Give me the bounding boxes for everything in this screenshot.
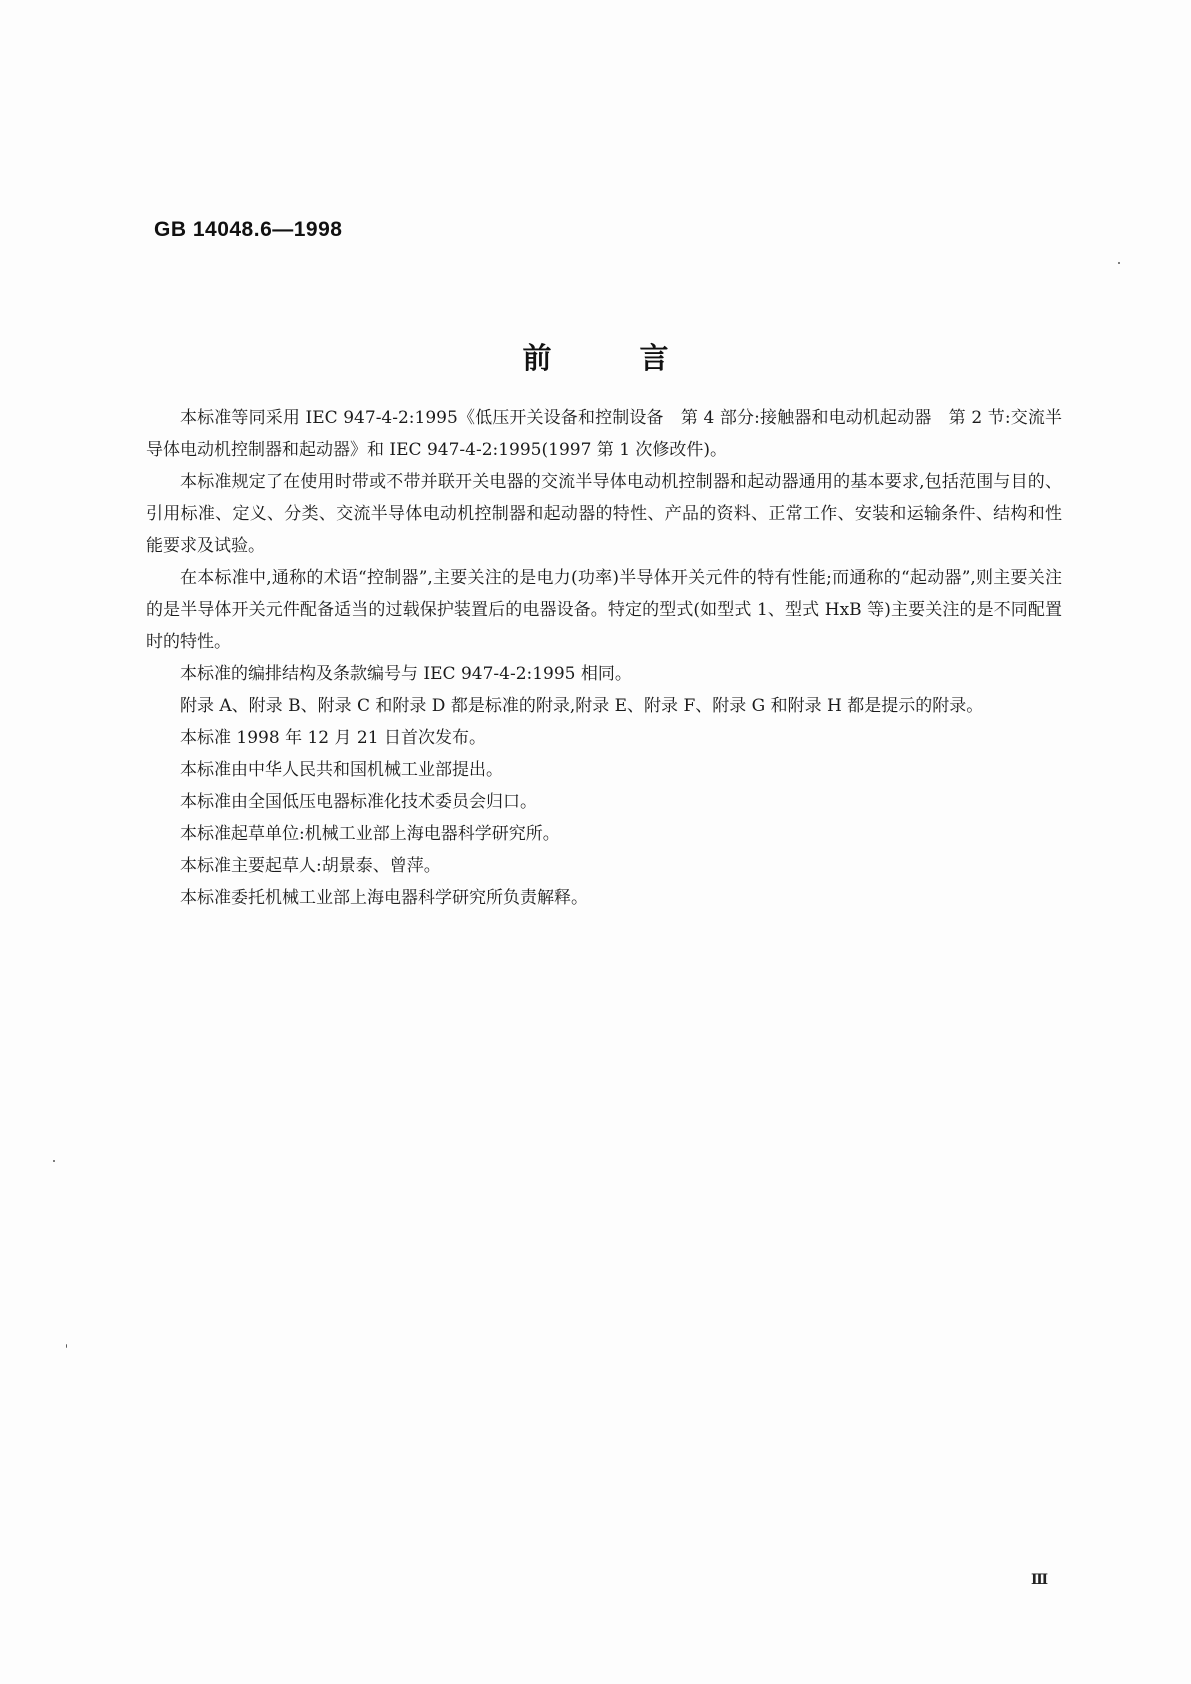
page-title: 前言 bbox=[522, 341, 757, 375]
paragraph-drafters: 本标准主要起草人:胡景泰、曾萍。 bbox=[180, 856, 441, 876]
scan-speck bbox=[1118, 262, 1120, 264]
paragraph-structure: 本标准的编排结构及条款编号与 IEC 947-4-2:1995 相同。 bbox=[180, 664, 632, 684]
page-number: Ⅲ bbox=[1031, 1572, 1049, 1588]
paragraph-interpretation: 本标准委托机械工业部上海电器科学研究所负责解释。 bbox=[180, 888, 588, 908]
standard-code: GB 14048.6—1998 bbox=[154, 218, 343, 241]
paragraph-scope: 本标准规定了在使用时带或不带并联开关电器的交流半导体电动机控制器和起动器通用的基本要求,包括范围与目的、引用标准、定义、分类、交流半导体电动机控制器和起动器的特性、产品的资料、正常工作、安装和运输条件、结构和性能要求及试验。 bbox=[146, 472, 1062, 556]
paragraph-annexes: 附录 A、附录 B、附录 C 和附录 D 都是标准的附录,附录 E、附录 F、附录 G 和附录 H 都是提示的附录。 bbox=[180, 696, 984, 716]
paragraph-adoption: 本标准等同采用 IEC 947-4-2:1995《低压开关设备和控制设备 第 4 部分:接触器和电动机起动器 第 2 节:交流半导体电动机控制器和起动器》和 IEC 947-4-2:1995(1997 第 1 次修改件)。 bbox=[146, 408, 1062, 460]
paragraph-drafting-unit: 本标准起草单位:机械工业部上海电器科学研究所。 bbox=[180, 824, 560, 844]
foreword-body bbox=[146, 402, 1062, 914]
scan-speck bbox=[66, 1344, 67, 1348]
paragraph-terms: 在本标准中,通称的术语“控制器”,主要关注的是电力(功率)半导体开关元件的特有性能;而通称的“起动器”,则主要关注的是半导体开关元件配备适当的过载保护装置后的电器设备。特定的型式(如型式 1、型式 HxB 等)主要关注的是不同配置时的特性。 bbox=[146, 568, 1062, 652]
paragraph-proposer: 本标准由中华人民共和国机械工业部提出。 bbox=[180, 760, 503, 780]
paragraph-committee: 本标准由全国低压电器标准化技术委员会归口。 bbox=[180, 792, 537, 812]
paragraph-release-date: 本标准 1998 年 12 月 21 日首次发布。 bbox=[180, 728, 486, 748]
scan-speck bbox=[53, 1160, 55, 1162]
